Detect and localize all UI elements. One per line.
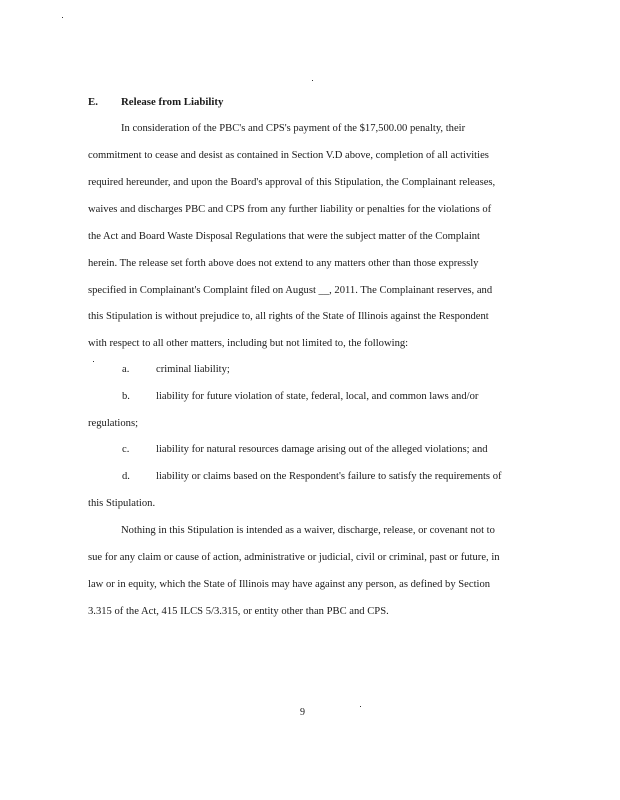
paragraph-line: specified in Complainant's Complaint filed on August __, 2011. The Complainant reserves, and [88, 285, 493, 296]
list-item-text: regulations; [88, 418, 139, 429]
list-item-letter: c. [122, 444, 130, 455]
scan-speck [93, 361, 94, 362]
list-item-text: criminal liability; [156, 364, 230, 375]
paragraph-line: Nothing in this Stipulation is intended as a waiver, discharge, release, or covenant not to [121, 525, 495, 536]
paragraph-line: this Stipulation is without prejudice to, all rights of the State of Illinois against the Respondent [88, 311, 489, 322]
paragraph-line: In consideration of the PBC's and CPS's payment of the $17,500.00 penalty, their [121, 123, 466, 134]
list-item-letter: a. [122, 364, 130, 375]
list-item-letter: b. [122, 391, 130, 402]
paragraph-line: required hereunder, and upon the Board's approval of this Stipulation, the Complainant releases, [88, 177, 496, 188]
page-number: 9 [300, 707, 305, 718]
paragraph-line: law or in equity, which the State of Illinois may have against any person, as defined by Section [88, 579, 491, 590]
list-item-letter: d. [122, 471, 130, 482]
section-title: Release from Liability [121, 96, 224, 108]
paragraph-line: with respect to all other matters, including but not limited to, the following: [88, 338, 409, 349]
list-item-text: liability or claims based on the Respondent's failure to satisfy the requirements of [156, 471, 502, 482]
paragraph-line: 3.315 of the Act, 415 ILCS 5/3.315, or entity other than PBC and CPS. [88, 606, 389, 617]
paragraph-line: commitment to cease and desist as contained in Section V.D above, completion of all activities [88, 150, 489, 161]
paragraph-line: the Act and Board Waste Disposal Regulations that were the subject matter of the Complaint [88, 231, 481, 242]
list-item-text: liability for future violation of state, federal, local, and common laws and/or [156, 391, 479, 402]
list-item-text: this Stipulation. [88, 498, 156, 509]
section-letter: E. [88, 96, 98, 108]
scan-speck [360, 706, 361, 707]
scan-speck [62, 17, 63, 18]
paragraph-line: sue for any claim or cause of action, administrative or judicial, civil or criminal, past or future, in [88, 552, 500, 563]
list-item-text: liability for natural resources damage arising out of the alleged violations; and [156, 444, 488, 455]
paragraph-line: waives and discharges PBC and CPS from any further liability or penalties for the violations of [88, 204, 492, 215]
scan-speck [312, 80, 313, 81]
paragraph-line: herein. The release set forth above does not extend to any matters other than those expressly [88, 258, 479, 269]
